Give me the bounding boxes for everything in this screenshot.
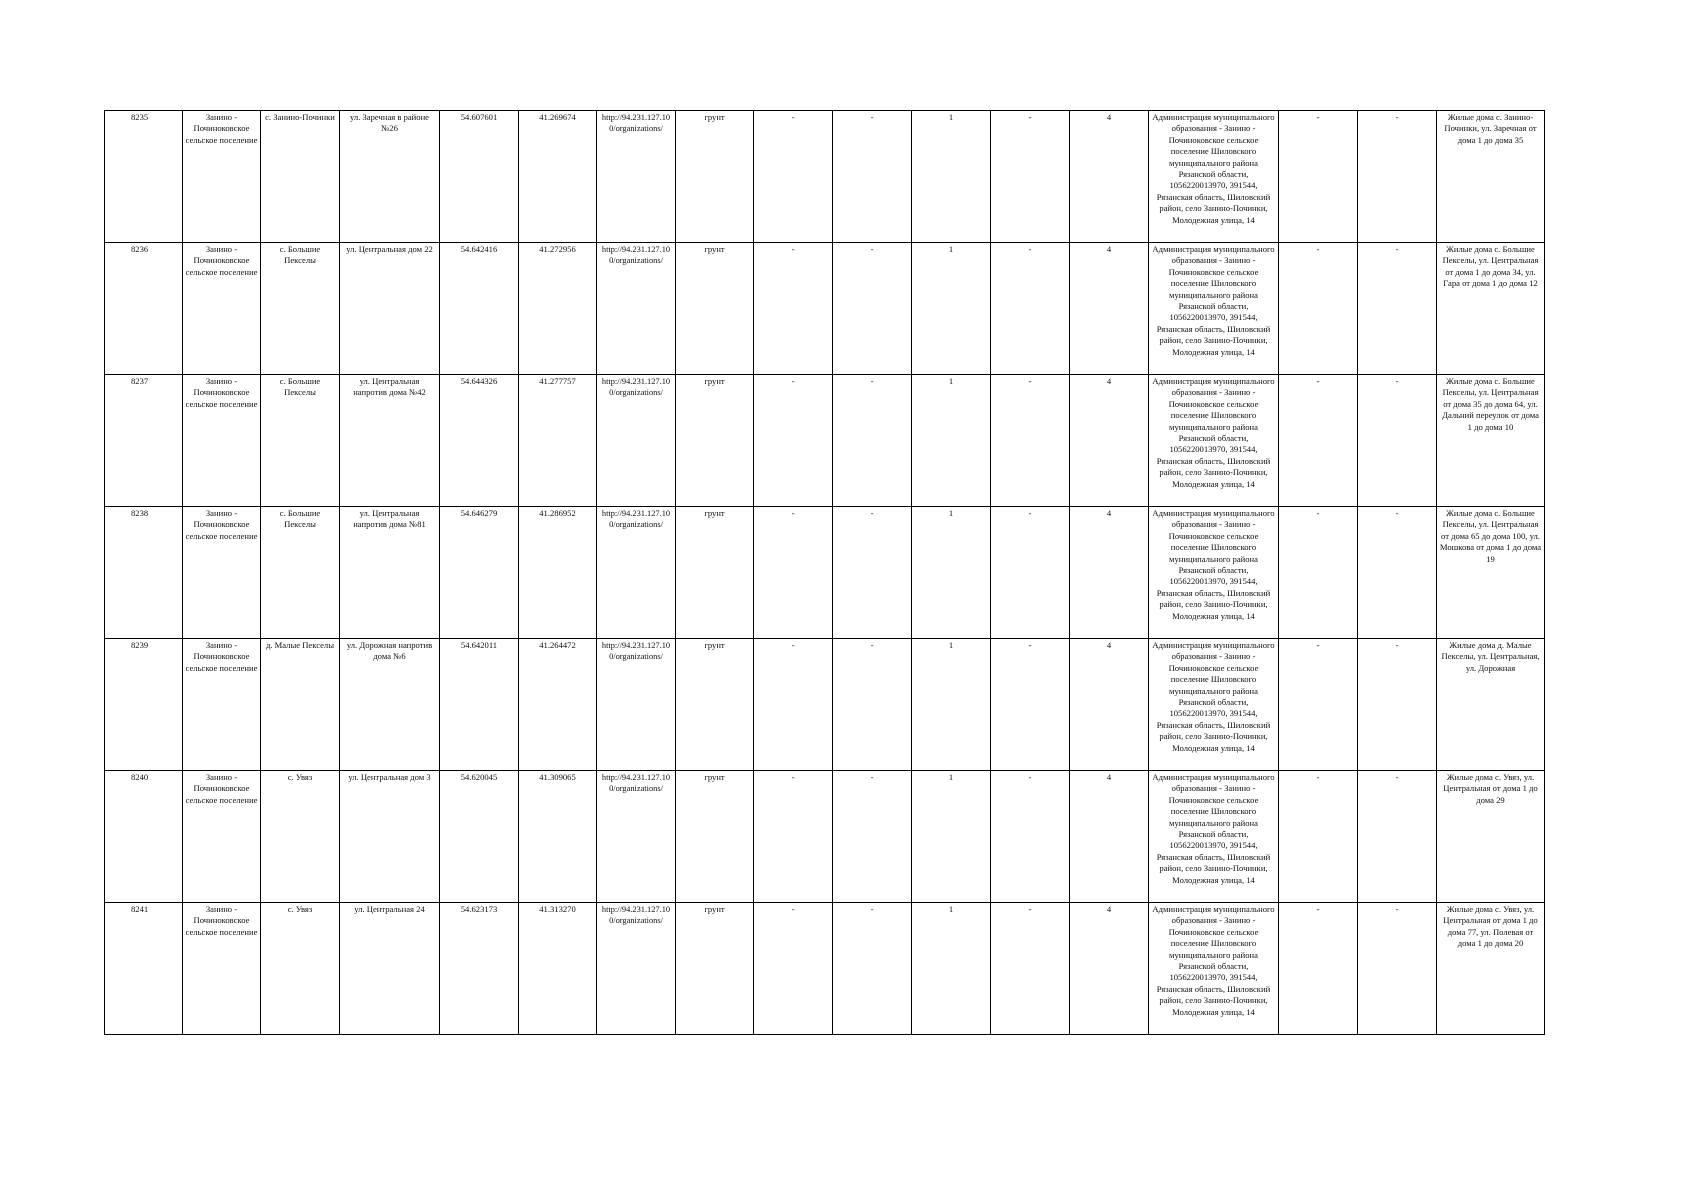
longitude-cell: 41.277757 [519,375,597,507]
site-id-cell: 8241 [105,903,183,1035]
value-cell: - [991,903,1070,1035]
table-row [105,375,1545,507]
value-cell: - [833,375,912,507]
container-count-cell: 1 [912,903,991,1035]
owner-cell: Администрация муниципального образования - Занино - Починоковское сельское поселение Шиловского муниципального района Рязанской области, 1056220013970, 391544, Рязанская область, Шиловский район, село Занино-Починки, Молодежная улица, 14 [1149,375,1279,507]
value-cell: - [1358,375,1437,507]
served-objects-cell: Жилые дома с. Большие Пекселы, ул. Центральная от дома 1 до дома 34, ул. Гара от дома 1 до дома 12 [1437,243,1545,375]
locality-cell: с. Увяз [261,771,340,903]
table-row [105,111,1545,243]
surface-type-cell: грунт [676,111,754,243]
table-row [105,243,1545,375]
street-address-cell: ул. Центральная 24 [340,903,440,1035]
url-cell: http://94.231.127.100/organizations/ [597,771,676,903]
container-count-cell: 4 [1070,243,1149,375]
served-objects-cell: Жилые дома с. Увяз, ул. Центральная от дома 1 до дома 29 [1437,771,1545,903]
latitude-cell: 54.620045 [440,771,519,903]
settlement-cell: Занино - Починоковское сельское поселение [183,243,261,375]
table-row [105,639,1545,771]
owner-cell: Администрация муниципального образования - Занино - Починоковское сельское поселение Шиловского муниципального района Рязанской области, 1056220013970, 391544, Рязанская область, Шиловский район, село Занино-Починки, Молодежная улица, 14 [1149,639,1279,771]
surface-type-cell: грунт [676,243,754,375]
site-id-cell: 8237 [105,375,183,507]
value-cell: - [1279,903,1358,1035]
container-count-cell: 1 [912,243,991,375]
locality-cell: с. Большие Пекселы [261,507,340,639]
value-cell: - [833,771,912,903]
site-id-cell: 8240 [105,771,183,903]
locality-cell: с. Большие Пекселы [261,375,340,507]
container-count-cell: 4 [1070,639,1149,771]
street-address-cell: ул. Заречная в районе №26 [340,111,440,243]
url-cell: http://94.231.127.100/organizations/ [597,111,676,243]
street-address-cell: ул. Дорожная напротив дома №6 [340,639,440,771]
value-cell: - [1279,375,1358,507]
value-cell: - [754,903,833,1035]
value-cell: - [991,639,1070,771]
street-address-cell: ул. Центральная напротив дома №81 [340,507,440,639]
container-count-cell: 1 [912,507,991,639]
value-cell: - [991,507,1070,639]
settlement-cell: Занино - Починоковское сельское поселение [183,111,261,243]
locality-cell: с. Занино-Починки [261,111,340,243]
value-cell: - [1358,903,1437,1035]
value-cell: - [833,243,912,375]
settlement-cell: Занино - Починоковское сельское поселение [183,903,261,1035]
value-cell: - [833,903,912,1035]
container-count-cell: 1 [912,639,991,771]
value-cell: - [1358,243,1437,375]
container-count-cell: 4 [1070,111,1149,243]
owner-cell: Администрация муниципального образования - Занино - Починоковское сельское поселение Шиловского муниципального района Рязанской области, 1056220013970, 391544, Рязанская область, Шиловский район, село Занино-Починки, Молодежная улица, 14 [1149,903,1279,1035]
owner-cell: Администрация муниципального образования - Занино - Починоковское сельское поселение Шиловского муниципального района Рязанской области, 1056220013970, 391544, Рязанская область, Шиловский район, село Занино-Починки, Молодежная улица, 14 [1149,111,1279,243]
value-cell: - [1279,111,1358,243]
longitude-cell: 41.313270 [519,903,597,1035]
value-cell: - [1279,771,1358,903]
owner-cell: Администрация муниципального образования - Занино - Починоковское сельское поселение Шиловского муниципального района Рязанской области, 1056220013970, 391544, Рязанская область, Шиловский район, село Занино-Починки, Молодежная улица, 14 [1149,243,1279,375]
settlement-cell: Занино - Починоковское сельское поселение [183,771,261,903]
value-cell: - [991,771,1070,903]
table-row [105,903,1545,1035]
table-row [105,507,1545,639]
surface-type-cell: грунт [676,903,754,1035]
value-cell: - [833,639,912,771]
value-cell: - [1279,639,1358,771]
value-cell: - [754,111,833,243]
owner-cell: Администрация муниципального образования - Занино - Починоковское сельское поселение Шиловского муниципального района Рязанской области, 1056220013970, 391544, Рязанская область, Шиловский район, село Занино-Починки, Молодежная улица, 14 [1149,507,1279,639]
container-count-cell: 4 [1070,903,1149,1035]
served-objects-cell: Жилые дома с. Занино-Починки, ул. Заречная от дома 1 до дома 35 [1437,111,1545,243]
value-cell: - [1358,639,1437,771]
locality-cell: с. Увяз [261,903,340,1035]
served-objects-cell: Жилые дома с. Большие Пекселы, ул. Центральная от дома 35 до дома 64, ул. Дальний переулок от дома 1 до дома 10 [1437,375,1545,507]
container-count-cell: 4 [1070,771,1149,903]
longitude-cell: 41.286952 [519,507,597,639]
value-cell: - [754,243,833,375]
street-address-cell: ул. Центральная напротив дома №42 [340,375,440,507]
owner-cell: Администрация муниципального образования - Занино - Починоковское сельское поселение Шиловского муниципального района Рязанской области, 1056220013970, 391544, Рязанская область, Шиловский район, село Занино-Починки, Молодежная улица, 14 [1149,771,1279,903]
site-id-cell: 8235 [105,111,183,243]
site-id-cell: 8236 [105,243,183,375]
container-count-cell: 4 [1070,375,1149,507]
value-cell: - [1358,111,1437,243]
value-cell: - [754,507,833,639]
value-cell: - [991,111,1070,243]
url-cell: http://94.231.127.100/organizations/ [597,639,676,771]
latitude-cell: 54.642011 [440,639,519,771]
served-objects-cell: Жилые дома с. Большие Пекселы, ул. Центральная от дома 65 до дома 100, ул. Мошкова от дома 1 до дома 19 [1437,507,1545,639]
container-count-cell: 1 [912,771,991,903]
settlement-cell: Занино - Починоковское сельское поселение [183,507,261,639]
table-body [105,111,1545,1035]
url-cell: http://94.231.127.100/organizations/ [597,903,676,1035]
latitude-cell: 54.623173 [440,903,519,1035]
url-cell: http://94.231.127.100/organizations/ [597,507,676,639]
longitude-cell: 41.272956 [519,243,597,375]
registry-table [104,110,1545,1035]
container-count-cell: 1 [912,111,991,243]
street-address-cell: ул. Центральная дом 22 [340,243,440,375]
site-id-cell: 8239 [105,639,183,771]
value-cell: - [754,639,833,771]
value-cell: - [833,111,912,243]
longitude-cell: 41.264472 [519,639,597,771]
value-cell: - [991,243,1070,375]
url-cell: http://94.231.127.100/organizations/ [597,243,676,375]
value-cell: - [754,771,833,903]
longitude-cell: 41.309065 [519,771,597,903]
url-cell: http://94.231.127.100/organizations/ [597,375,676,507]
value-cell: - [1279,243,1358,375]
locality-cell: д. Малые Пекселы [261,639,340,771]
served-objects-cell: Жилые дома д. Малые Пекселы, ул. Центральная, ул. Дорожная [1437,639,1545,771]
longitude-cell: 41.269674 [519,111,597,243]
latitude-cell: 54.644326 [440,375,519,507]
container-count-cell: 1 [912,375,991,507]
site-id-cell: 8238 [105,507,183,639]
surface-type-cell: грунт [676,639,754,771]
surface-type-cell: грунт [676,771,754,903]
table-row [105,771,1545,903]
settlement-cell: Занино - Починоковское сельское поселение [183,639,261,771]
value-cell: - [833,507,912,639]
served-objects-cell: Жилые дома с. Увяз, ул. Центральная от дома 1 до дома 77, ул. Полевая от дома 1 до дома 20 [1437,903,1545,1035]
street-address-cell: ул. Центральная дом 3 [340,771,440,903]
container-count-cell: 4 [1070,507,1149,639]
value-cell: - [1358,507,1437,639]
surface-type-cell: грунт [676,507,754,639]
value-cell: - [1279,507,1358,639]
surface-type-cell: грунт [676,375,754,507]
latitude-cell: 54.646279 [440,507,519,639]
settlement-cell: Занино - Починоковское сельское поселение [183,375,261,507]
value-cell: - [991,375,1070,507]
latitude-cell: 54.607601 [440,111,519,243]
value-cell: - [1358,771,1437,903]
latitude-cell: 54.642416 [440,243,519,375]
value-cell: - [754,375,833,507]
locality-cell: с. Большие Пекселы [261,243,340,375]
